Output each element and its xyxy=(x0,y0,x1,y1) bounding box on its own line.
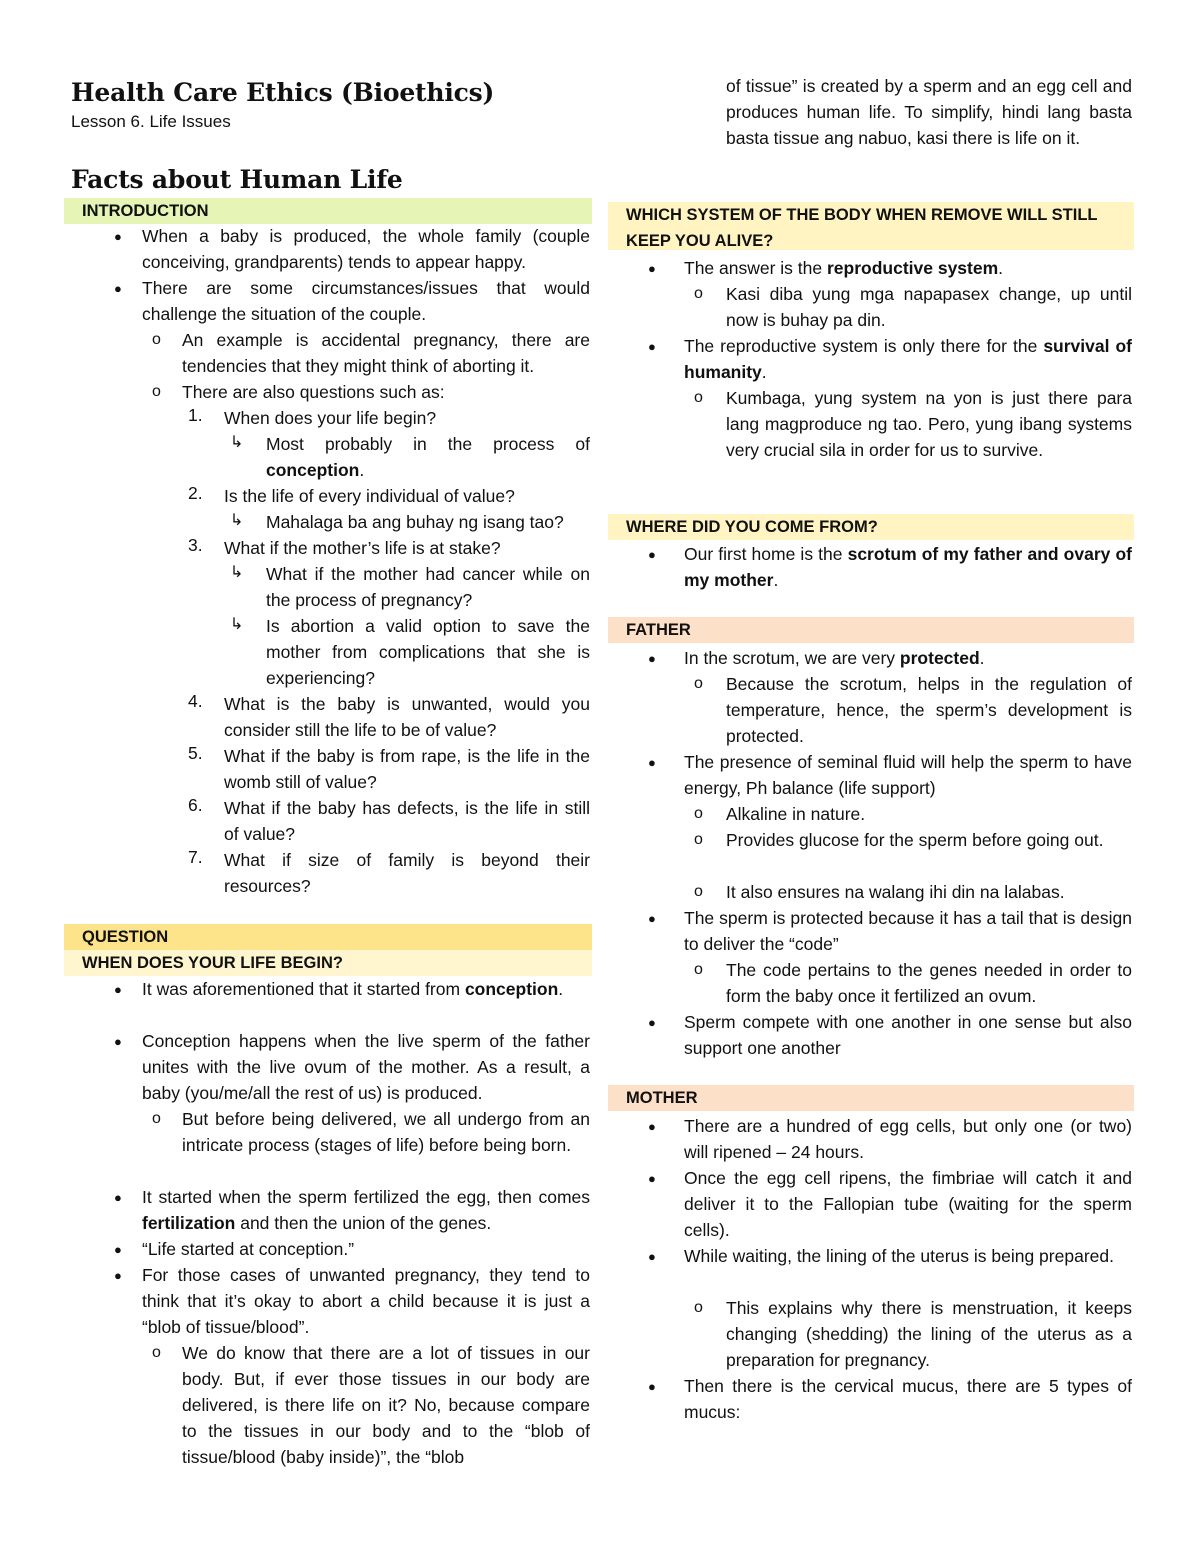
bullet-icon: ● xyxy=(648,1171,656,1186)
list-number: 1. xyxy=(188,405,203,425)
circle-bullet-icon: o xyxy=(694,831,703,848)
bullet-icon: ● xyxy=(114,982,122,997)
question-1: When does your life begin? xyxy=(224,408,437,428)
list-number: 7. xyxy=(188,847,203,867)
circle-bullet-icon: o xyxy=(152,383,161,400)
bullet-icon: ● xyxy=(648,1379,656,1394)
question-1-answer: Most probably in the process of conception. xyxy=(266,434,590,480)
father-item-2: The presence of seminal fluid will help the sperm to have energy, Ph balance (life support) xyxy=(684,752,1132,798)
mother-header: MOTHER xyxy=(608,1085,1134,1111)
intro-item-1: When a baby is produced, the whole family (couple conceiving, grandparents) tends to appear happy. xyxy=(142,226,590,272)
question-2-answer: Mahalaga ba ang buhay ng isang tao? xyxy=(266,512,564,532)
bullet-icon: ● xyxy=(648,261,656,276)
question-subheader: WHEN DOES YOUR LIFE BEGIN? xyxy=(64,950,592,976)
section-title: Facts about Human Life xyxy=(71,165,403,194)
system-item-2a: Kumbaga, yung system na yon is just there para lang magproduce ng tao. Pero, yung ibang systems very crucial sila in order for us to survive. xyxy=(726,388,1132,460)
list-number: 3. xyxy=(188,535,203,555)
intro-item-2a: An example is accidental pregnancy, there are tendencies that they might think of aborting it. xyxy=(182,330,590,376)
circle-bullet-icon: o xyxy=(694,961,703,978)
intro-item-2: There are some circumstances/issues that would challenge the situation of the couple. xyxy=(142,278,590,324)
question-3-answer-a: What if the mother had cancer while on the process of pregnancy? xyxy=(266,564,590,610)
mother-item-2: Once the egg cell ripens, the fimbriae will catch it and deliver it to the Fallopian tube (waiting for the sperm cells). xyxy=(684,1168,1132,1240)
list-number: 5. xyxy=(188,743,203,763)
father-header: FATHER xyxy=(608,617,1134,643)
circle-bullet-icon: o xyxy=(694,389,703,406)
mother-item-3: While waiting, the lining of the uterus is being prepared. xyxy=(684,1246,1114,1266)
system-item-1a: Kasi diba yung mga napapasex change, up until now is buhay pa din. xyxy=(726,284,1132,330)
answer-5a: We do know that there are a lot of tissues in our body. But, if ever those tissues in our body are delivered, is there life on it? No, because compare to the tissues in our body and to the “blob of tissue/blood (baby inside)”, the “blob xyxy=(182,1343,590,1467)
arrow-icon: ↳ xyxy=(230,564,244,581)
answer-2: Conception happens when the live sperm of the father unites with the live ovum of the mother. As a result, a baby (you/me/all the rest of us) is produced. xyxy=(142,1031,590,1103)
arrow-icon: ↳ xyxy=(230,434,244,451)
intro-item-2b: There are also questions such as: xyxy=(182,382,445,402)
bullet-icon: ● xyxy=(648,1015,656,1030)
bullet-icon: ● xyxy=(114,1268,122,1283)
question-6: What if the baby has defects, is the life in still of value? xyxy=(224,798,590,844)
bullet-icon: ● xyxy=(648,1119,656,1134)
question-5: What if the baby is from rape, is the life in the womb still of value? xyxy=(224,746,590,792)
system-item-2: The reproductive system is only there for the survival of humanity. xyxy=(684,336,1132,382)
arrow-icon: ↳ xyxy=(230,512,244,529)
bullet-icon: ● xyxy=(648,339,656,354)
bullet-icon: ● xyxy=(114,1034,122,1049)
circle-bullet-icon: o xyxy=(152,1344,161,1361)
continued-paragraph: of tissue” is created by a sperm and an egg cell and produces human life. To simplify, hindi lang basta basta tissue ang nabuo, kasi there is life on it. xyxy=(726,76,1132,148)
question-3: What if the mother’s life is at stake? xyxy=(224,538,501,558)
mother-item-3a: This explains why there is menstruation, it keeps changing (shedding) the lining of the uterus as a preparation for pregnancy. xyxy=(726,1298,1132,1370)
answer-5: For those cases of unwanted pregnancy, they tend to think that it’s okay to abort a child because it is just a “blob of tissue/blood”. xyxy=(142,1265,590,1337)
bullet-icon: ● xyxy=(648,651,656,666)
answer-3: It started when the sperm fertilized the egg, then comes fertilization and then the union of the genes. xyxy=(142,1187,590,1233)
bullet-icon: ● xyxy=(648,547,656,562)
where-item-1: Our first home is the scrotum of my father and ovary of my mother. xyxy=(684,544,1132,590)
bullet-icon: ● xyxy=(114,229,122,244)
system-item-1: The answer is the reproductive system. xyxy=(684,258,1004,278)
question-header: QUESTION xyxy=(64,924,592,950)
bullet-icon: ● xyxy=(648,755,656,770)
father-item-2c: It also ensures na walang ihi din na lalabas. xyxy=(726,882,1065,902)
intro-header: INTRODUCTION xyxy=(64,198,592,224)
question-4: What is the baby is unwanted, would you consider still the life to be of value? xyxy=(224,694,590,740)
father-item-1: In the scrotum, we are very protected. xyxy=(684,648,985,668)
answer-4: “Life started at conception.” xyxy=(142,1239,355,1259)
circle-bullet-icon: o xyxy=(152,331,161,348)
bullet-icon: ● xyxy=(648,911,656,926)
answer-2a: But before being delivered, we all undergo from an intricate process (stages of life) before being born. xyxy=(182,1109,590,1155)
document-title: Health Care Ethics (Bioethics) xyxy=(71,78,495,107)
question-3-answer-b: Is abortion a valid option to save the mother from complications that she is experiencing? xyxy=(266,616,590,688)
circle-bullet-icon: o xyxy=(152,1110,161,1127)
bullet-icon: ● xyxy=(114,1242,122,1257)
circle-bullet-icon: o xyxy=(694,883,703,900)
father-item-2a: Alkaline in nature. xyxy=(726,804,866,824)
arrow-icon: ↳ xyxy=(230,616,244,633)
lesson-subtitle: Lesson 6. Life Issues xyxy=(71,112,231,131)
mother-item-1: There are a hundred of egg cells, but only one (or two) will ripened – 24 hours. xyxy=(684,1116,1132,1162)
list-number: 4. xyxy=(188,691,203,711)
circle-bullet-icon: o xyxy=(694,675,703,692)
bullet-icon: ● xyxy=(114,281,122,296)
circle-bullet-icon: o xyxy=(694,805,703,822)
circle-bullet-icon: o xyxy=(694,285,703,302)
system-header: WHICH SYSTEM OF THE BODY WHEN REMOVE WILL STILL KEEP YOU ALIVE? xyxy=(608,202,1134,250)
father-item-3a: The code pertains to the genes needed in order to form the baby once it fertilized an ovum. xyxy=(726,960,1132,1006)
bullet-icon: ● xyxy=(114,1190,122,1205)
question-2: Is the life of every individual of value? xyxy=(224,486,515,506)
father-item-1a: Because the scrotum, helps in the regulation of temperature, hence, the sperm’s development is protected. xyxy=(726,674,1132,746)
father-item-4: Sperm compete with one another in one sense but also support one another xyxy=(684,1012,1132,1058)
mother-item-4: Then there is the cervical mucus, there are 5 types of mucus: xyxy=(684,1376,1132,1422)
question-7: What if size of family is beyond their resources? xyxy=(224,850,590,896)
circle-bullet-icon: o xyxy=(694,1299,703,1316)
father-item-2b: Provides glucose for the sperm before going out. xyxy=(726,830,1104,850)
where-header: WHERE DID YOU COME FROM? xyxy=(608,514,1134,540)
answer-1: It was aforementioned that it started from conception. xyxy=(142,979,564,999)
list-number: 6. xyxy=(188,795,203,815)
bullet-icon: ● xyxy=(648,1249,656,1264)
father-item-3: The sperm is protected because it has a tail that is design to deliver the “code” xyxy=(684,908,1132,954)
list-number: 2. xyxy=(188,483,203,503)
